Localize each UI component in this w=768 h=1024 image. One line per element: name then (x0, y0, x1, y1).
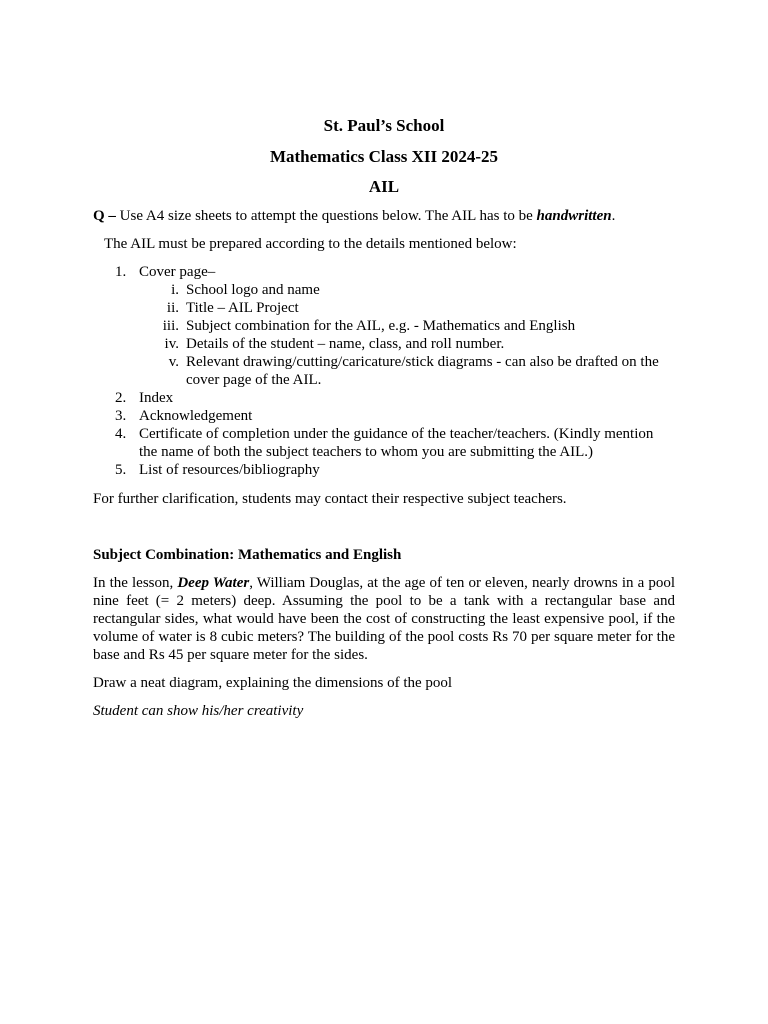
sublist-item (139, 317, 675, 335)
list-item (93, 407, 675, 425)
creativity-note: Student can show his/her creativity (93, 703, 304, 719)
lesson-title: Deep Water (177, 575, 250, 591)
problem-paragraph (93, 574, 675, 664)
sublist-item (139, 335, 675, 353)
school-name: St. Paul’s School (323, 116, 445, 135)
sublist-item-number: v. (168, 354, 179, 370)
problem-text-rest: , William Douglas, at the age of ten or eleven, nearly drowns in a pool nine feet (= 2 meters) deep. Assuming the pool to be a tank with a rectangular base and rectangular sides, what would have been the cost of constructing the least expensive pool, if the volume of water is 8 cubic meters? The building of the pool costs Rs 70 per square meter for the base and Rs 45 per square meter for the sides. (93, 575, 676, 663)
sublist-item-label: School logo and name (186, 282, 320, 298)
requirements-list (93, 263, 675, 479)
list-item-label: Cover page– (139, 264, 216, 280)
sublist-item-label: Details of the student – name, class, and roll number. (186, 336, 505, 352)
subject-class-line: Mathematics Class XII 2024-25 (269, 147, 499, 166)
list-item-label: Certificate of completion under the guidance of the teacher/teachers. (Kindly mention the name of both the subject teachers to whom you are submitting the AIL.) (139, 426, 654, 460)
question-line (93, 207, 675, 225)
list-item (93, 425, 675, 461)
list-item-label: Acknowledgement (139, 408, 253, 424)
sublist-item-number: iv. (164, 336, 179, 352)
list-item (93, 461, 675, 479)
list-item-label: List of resources/bibliography (139, 462, 320, 478)
list-item-label: Index (139, 390, 174, 406)
sublist-item-label: Subject combination for the AIL, e.g. - Mathematics and English (186, 318, 576, 334)
list-item-number: 5. (115, 462, 127, 478)
subject-combination-heading: Subject Combination: Mathematics and English (93, 547, 402, 563)
handwritten-emphasis: handwritten (536, 208, 612, 224)
sublist-item (139, 281, 675, 299)
problem-text-start: In the lesson, (93, 575, 178, 591)
list-item-number: 1. (115, 264, 127, 280)
list-item-number: 4. (115, 426, 127, 442)
sublist-item-number: iii. (162, 318, 179, 334)
list-item (93, 389, 675, 407)
sublist-item-number: ii. (166, 300, 179, 316)
sublist-item (139, 353, 675, 389)
document-title: AIL (368, 177, 400, 196)
list-item-number: 3. (115, 408, 127, 424)
question-text: Use A4 size sheets to attempt the questions below. The AIL has to be (115, 208, 537, 224)
intro-text: The AIL must be prepared according to the details mentioned below: (104, 236, 517, 252)
cover-page-sublist (139, 281, 675, 389)
sublist-item-label: Relevant drawing/cutting/caricature/stick diagrams - can also be drafted on the cover page of the AIL. (186, 354, 659, 388)
question-end: . (611, 208, 616, 224)
sublist-item-number: i. (171, 282, 179, 298)
clarification-text: For further clarification, students may contact their respective subject teachers. (93, 491, 567, 507)
list-item (93, 263, 675, 389)
sublist-item-label: Title – AIL Project (186, 300, 299, 316)
diagram-instruction: Draw a neat diagram, explaining the dimensions of the pool (93, 675, 453, 691)
list-item-number: 2. (115, 390, 127, 406)
sublist-item (139, 299, 675, 317)
question-label: Q – (93, 208, 116, 224)
